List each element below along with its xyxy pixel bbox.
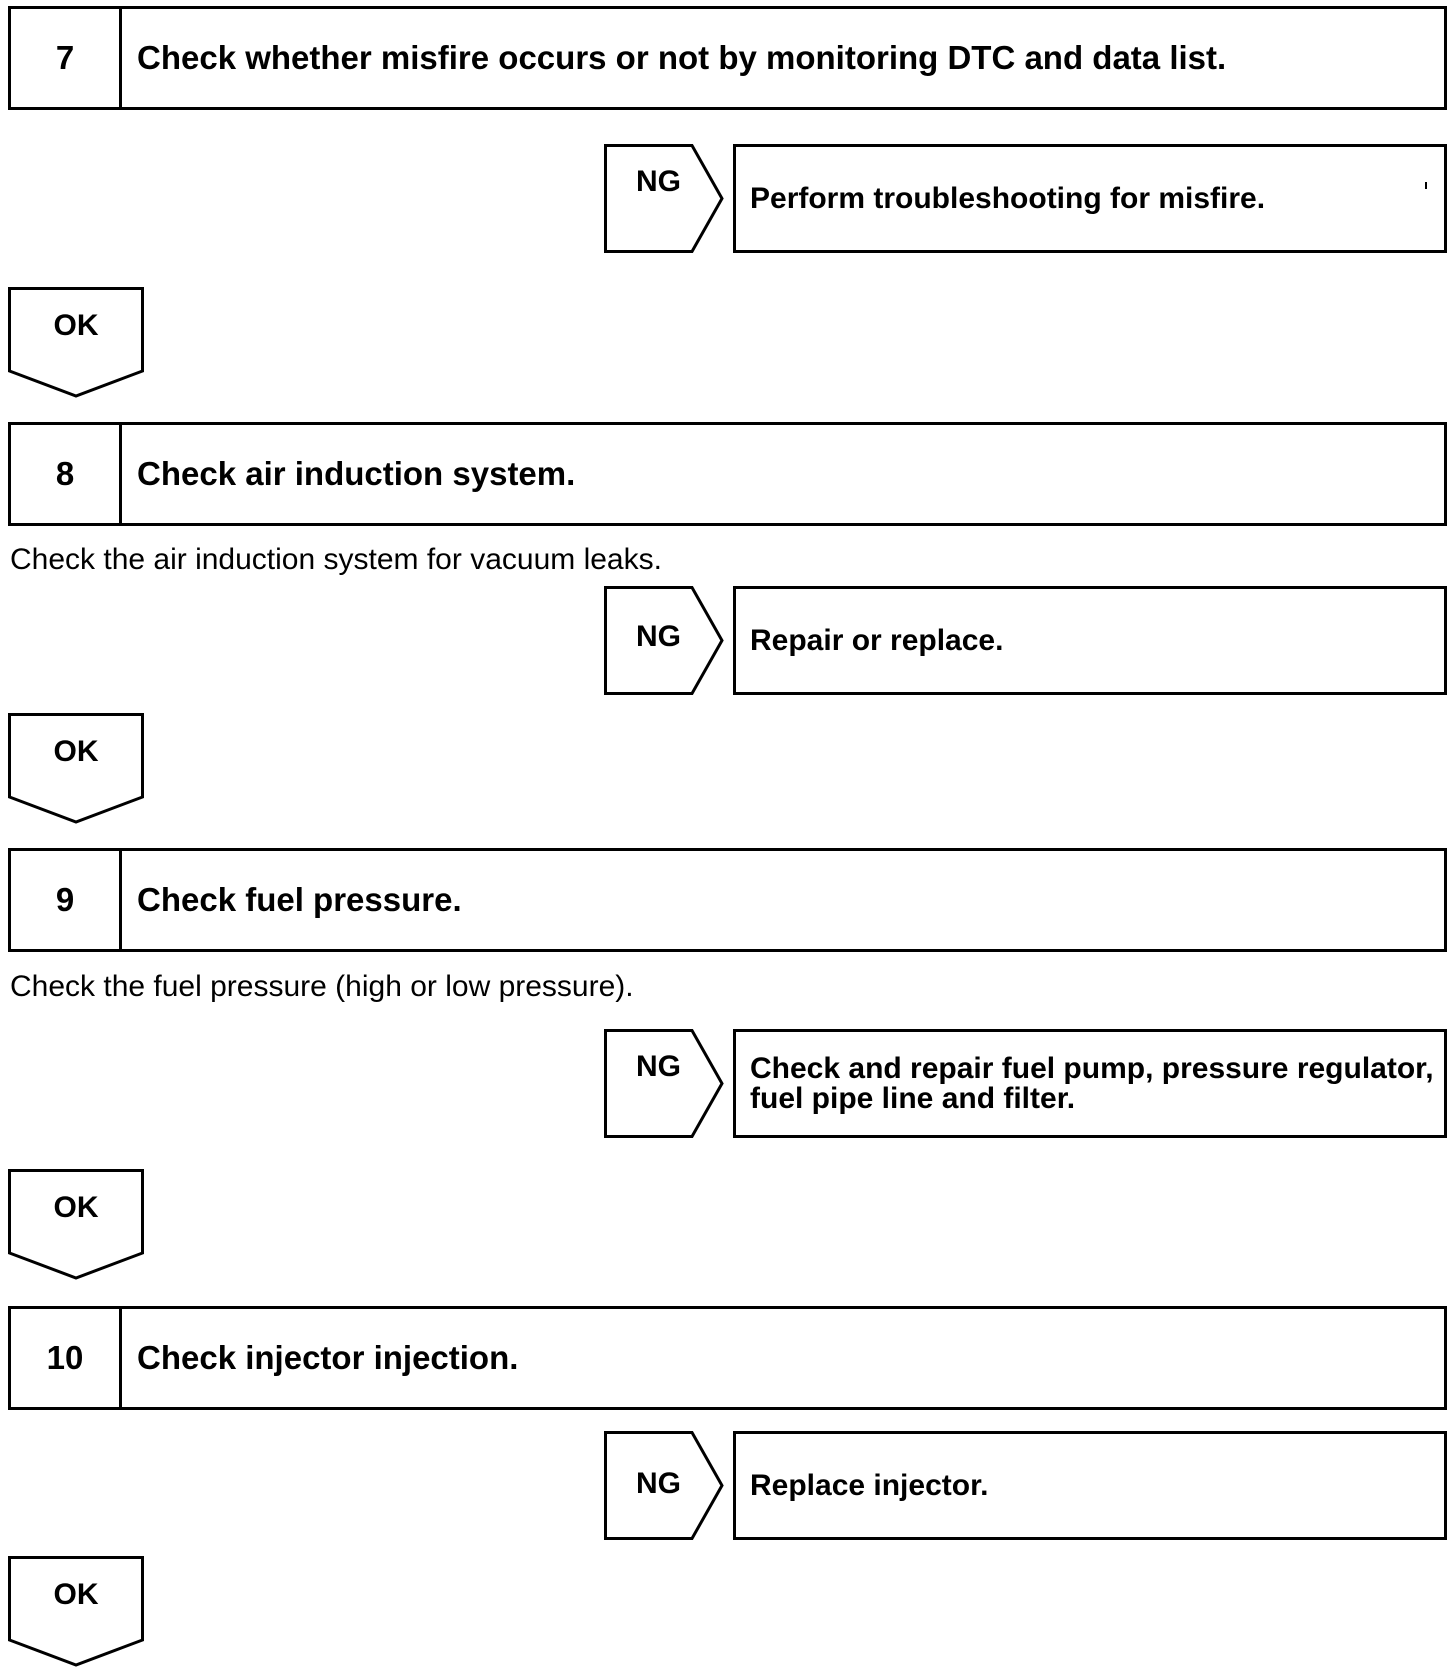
- ng-label: NG: [636, 165, 681, 198]
- step-description: Check the air induction system for vacuum leaks.: [10, 543, 662, 576]
- step-10-box: [8, 1306, 1447, 1410]
- ng-label: NG: [636, 1467, 681, 1500]
- step-9-box: [8, 848, 1447, 952]
- ng-arrow-tag: [604, 1029, 728, 1138]
- ng-action-text: Replace injector.: [750, 1468, 989, 1502]
- step-title: Check air induction system.: [137, 455, 576, 492]
- ng-arrow-tag: [604, 144, 728, 253]
- ng-action-text: [750, 1032, 1434, 1135]
- step-number: 7: [11, 9, 122, 107]
- ng-arrow-tag: [604, 1431, 728, 1540]
- ng-arrow-tag: [604, 586, 728, 695]
- stray-mark: [1425, 182, 1427, 189]
- ok-arrow-tag: [8, 287, 144, 398]
- step-8-box: [8, 422, 1447, 526]
- ok-arrow-tag: [8, 1556, 144, 1667]
- ng-action-text: Perform troubleshooting for misfire.: [750, 181, 1266, 215]
- ng-action-line: fuel pipe line and filter.: [750, 1082, 1076, 1115]
- step-number: 9: [11, 851, 122, 949]
- step-number: 8: [11, 425, 122, 523]
- ng-label: NG: [636, 620, 681, 653]
- ok-arrow-tag: [8, 713, 144, 824]
- ng-label: NG: [636, 1050, 681, 1083]
- step-number: 10: [11, 1309, 122, 1407]
- ng-action-box: [733, 1431, 1447, 1540]
- step-description: Check the fuel pressure (high or low pressure).: [10, 970, 634, 1003]
- step-7-box: [8, 6, 1447, 110]
- ng-action-line: Check and repair fuel pump, pressure regulator,: [750, 1052, 1434, 1085]
- step-title: Check fuel pressure.: [137, 881, 462, 918]
- ng-action-box: [733, 1029, 1447, 1138]
- ng-action-box: [733, 144, 1447, 253]
- ok-label: OK: [53, 735, 99, 768]
- step-title: Check injector injection.: [137, 1339, 519, 1376]
- ng-action-text: Repair or replace.: [750, 623, 1004, 657]
- ok-arrow-tag: [8, 1169, 144, 1280]
- ok-label: OK: [53, 1191, 99, 1224]
- ng-action-box: [733, 586, 1447, 695]
- ok-label: OK: [53, 1578, 99, 1611]
- ok-label: OK: [53, 309, 99, 342]
- step-title: Check whether misfire occurs or not by monitoring DTC and data list.: [137, 39, 1227, 76]
